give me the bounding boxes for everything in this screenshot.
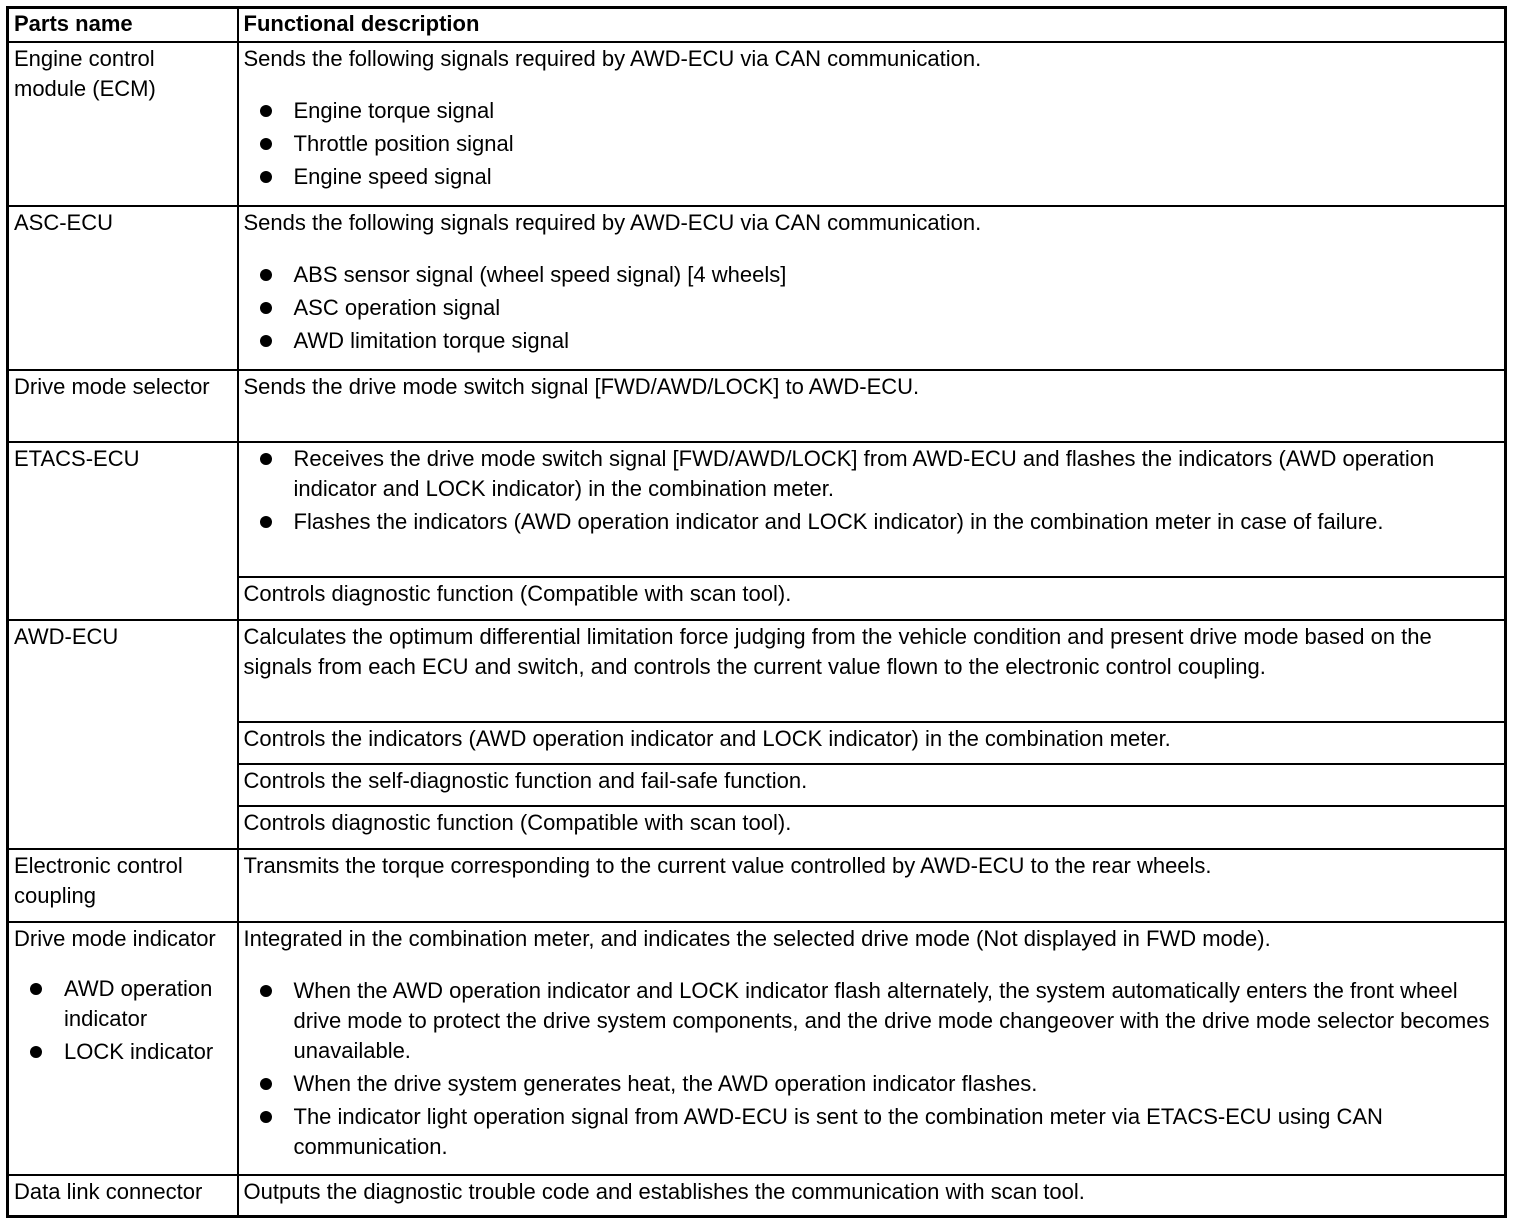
part-name: AWD-ECU [8,620,238,849]
table-row [8,922,1506,1175]
list-item: AWD limitation torque signal [294,326,1500,356]
list-item: The indicator light operation signal from AWD-ECU is sent to the combination meter via ETACS-ECU using CAN communication. [294,1102,1500,1162]
header-row [8,8,1506,42]
function-list [244,444,1500,537]
description-text: Sends the following signals required by AWD-ECU via CAN communication. [243,45,982,71]
list-item: Throttle position signal [294,129,1500,159]
signal-list [244,96,1500,192]
functional-description [238,442,1506,577]
functional-description [238,922,1506,1175]
functional-description: Transmits the torque corresponding to the current value controlled by AWD-ECU to the rear wheels. [238,849,1506,922]
list-item: Engine speed signal [294,162,1500,192]
functional-description: Outputs the diagnostic trouble code and establishes the communication with scan tool. [238,1175,1506,1217]
functional-description [238,42,1506,206]
list-item: Flashes the indicators (AWD operation indicator and LOCK indicator) in the combination meter in case of failure. [294,507,1500,537]
table-row [8,206,1506,370]
description-text: Integrated in the combination meter, and indicates the selected drive mode (Not displayed in FWD mode). [243,925,1271,951]
list-item: Engine torque signal [294,96,1500,126]
list-item: Receives the drive mode switch signal [FWD/AWD/LOCK] from AWD-ECU and flashes the indicators (AWD operation indicator and LOCK indicator) in the combination meter. [294,444,1500,504]
functional-description: Controls diagnostic function (Compatible with scan tool). [238,577,1506,620]
functional-description: Sends the drive mode switch signal [FWD/AWD/LOCK] to AWD-ECU. [238,370,1506,442]
list-item: ASC operation signal [294,293,1500,323]
list-item: When the AWD operation indicator and LOCK indicator flash alternately, the system automatically enters the front wheel drive mode to protect the drive system components, and the drive mode changeover with the drive mode selector becomes unavailable. [294,976,1500,1066]
table-row [8,620,1506,722]
table-row [8,442,1506,577]
functional-description: Calculates the optimum differential limitation force judging from the vehicle condition and present drive mode based on the signals from each ECU and switch, and controls the current value flown to the electronic control coupling. [238,620,1506,722]
description-text: Sends the following signals required by AWD-ECU via CAN communication. [243,209,982,235]
header-parts-name: Parts name [8,8,238,42]
part-name: Data link connector [8,1175,238,1217]
list-item: LOCK indicator [64,1037,232,1067]
functional-description [238,206,1506,370]
list-item: When the drive system generates heat, the AWD operation indicator flashes. [294,1069,1500,1099]
parts-function-table [6,6,1507,1218]
list-item: AWD operation indicator [64,974,232,1034]
table-row [8,42,1506,206]
functional-description: Controls the self-diagnostic function and fail-safe function. [238,764,1506,806]
part-name: Electronic control coupling [8,849,238,922]
indicator-list [14,974,232,1067]
part-name-text: Drive mode indicator [14,925,216,951]
functional-description: Controls the indicators (AWD operation indicator and LOCK indicator) in the combination meter. [238,722,1506,764]
function-list [244,976,1500,1162]
part-name: ETACS-ECU [8,442,238,620]
signal-list [244,260,1500,356]
part-name: Engine control module (ECM) [8,42,238,206]
header-functional-description: Functional description [238,8,1506,42]
part-name [8,922,238,1175]
part-name: ASC-ECU [8,206,238,370]
functional-description: Controls diagnostic function (Compatible with scan tool). [238,806,1506,849]
part-name: Drive mode selector [8,370,238,442]
list-item: ABS sensor signal (wheel speed signal) [4 wheels] [294,260,1500,290]
table-row [8,849,1506,922]
table-row [8,370,1506,442]
table-row [8,1175,1506,1217]
